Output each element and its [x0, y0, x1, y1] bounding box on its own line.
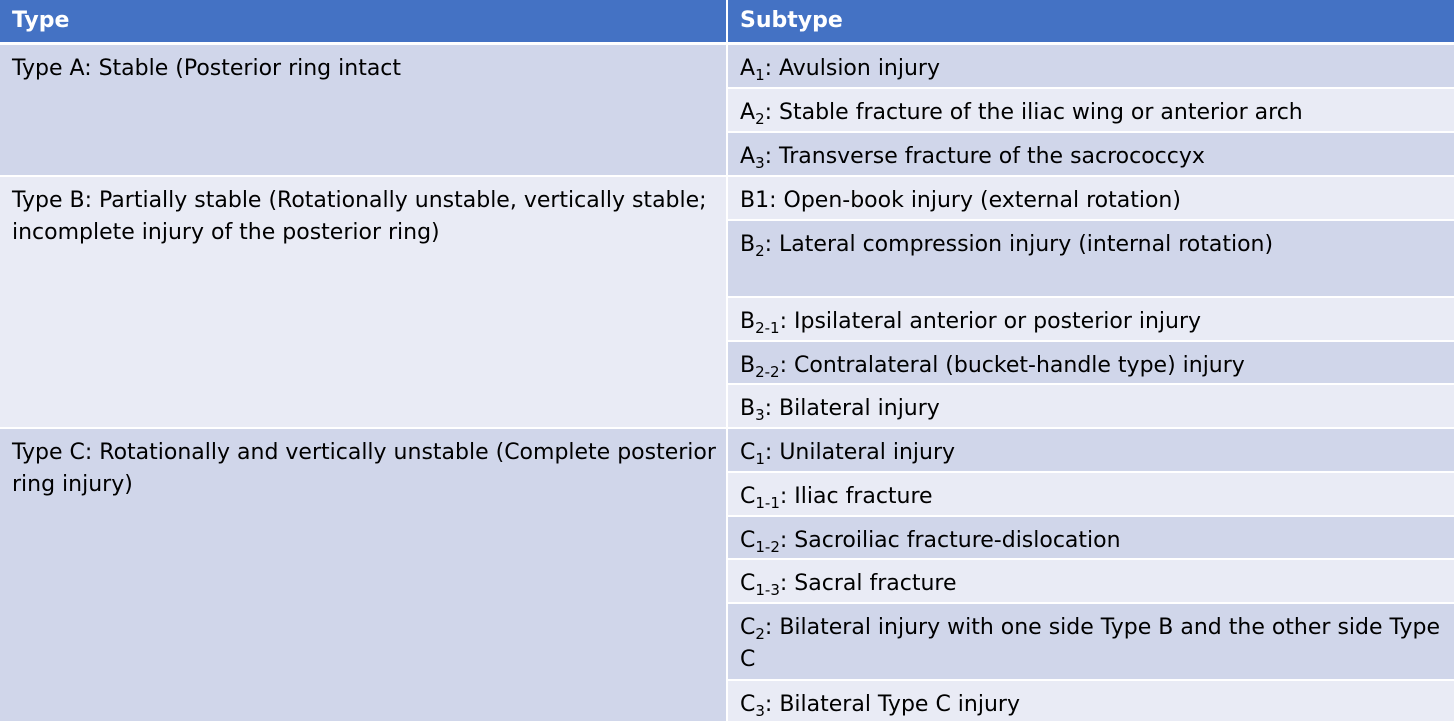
table-row [0, 177, 1454, 221]
header-subtype: Subtype [728, 0, 1454, 45]
subtype-b3-cell: $B_3$: Bilateral injury [728, 385, 1454, 429]
subtype-b1-cell: B1: Open-book injury (external rotation) [728, 177, 1454, 221]
type-c-cell: Type C: Rotationally and vertically unstable (Complete posterior ring injury) [0, 429, 728, 723]
subtype-c1-1-cell: $C_{1-1}$: Iliac fracture [728, 473, 1454, 517]
subtype-a3-cell: $A_3$: Transverse fracture of the sacrococcyx [728, 133, 1454, 177]
table-row [0, 45, 1454, 89]
subtype-b2-cell: $B_2$: Lateral compression injury (internal rotation) [728, 221, 1454, 298]
subtype-c1-2-cell: $C_{1-2}$: Sacroiliac fracture-dislocation [728, 517, 1454, 560]
subtype-c1-3-cell: $C_{1-3}$: Sacral fracture [728, 560, 1454, 604]
subtype-c3-cell: $C_3$: Bilateral Type C injury [728, 681, 1454, 723]
subtype-b2-2-cell: $B_{2-2}$: Contralateral (bucket-handle type) injury [728, 342, 1454, 385]
header-row [0, 0, 1454, 45]
subtype-c2-cell: $C_2$: Bilateral injury with one side Type B and the other side Type C [728, 604, 1454, 681]
type-b-cell: Type B: Partially stable (Rotationally unstable, vertically stable; incomplete injury of the posterior ring) [0, 177, 728, 429]
table-row [0, 429, 1454, 473]
subtype-a2-cell: $A_2$: Stable fracture of the iliac wing or anterior arch [728, 89, 1454, 133]
header-type: Type [0, 0, 728, 45]
subtype-c1-cell: $C_1$: Unilateral injury [728, 429, 1454, 473]
subtype-a1-cell: $A_1$: Avulsion injury [728, 45, 1454, 89]
type-a-cell: Type A: Stable (Posterior ring intact [0, 45, 728, 177]
subtype-b2-1-cell: $B_{2-1}$: Ipsilateral anterior or posterior injury [728, 298, 1454, 342]
